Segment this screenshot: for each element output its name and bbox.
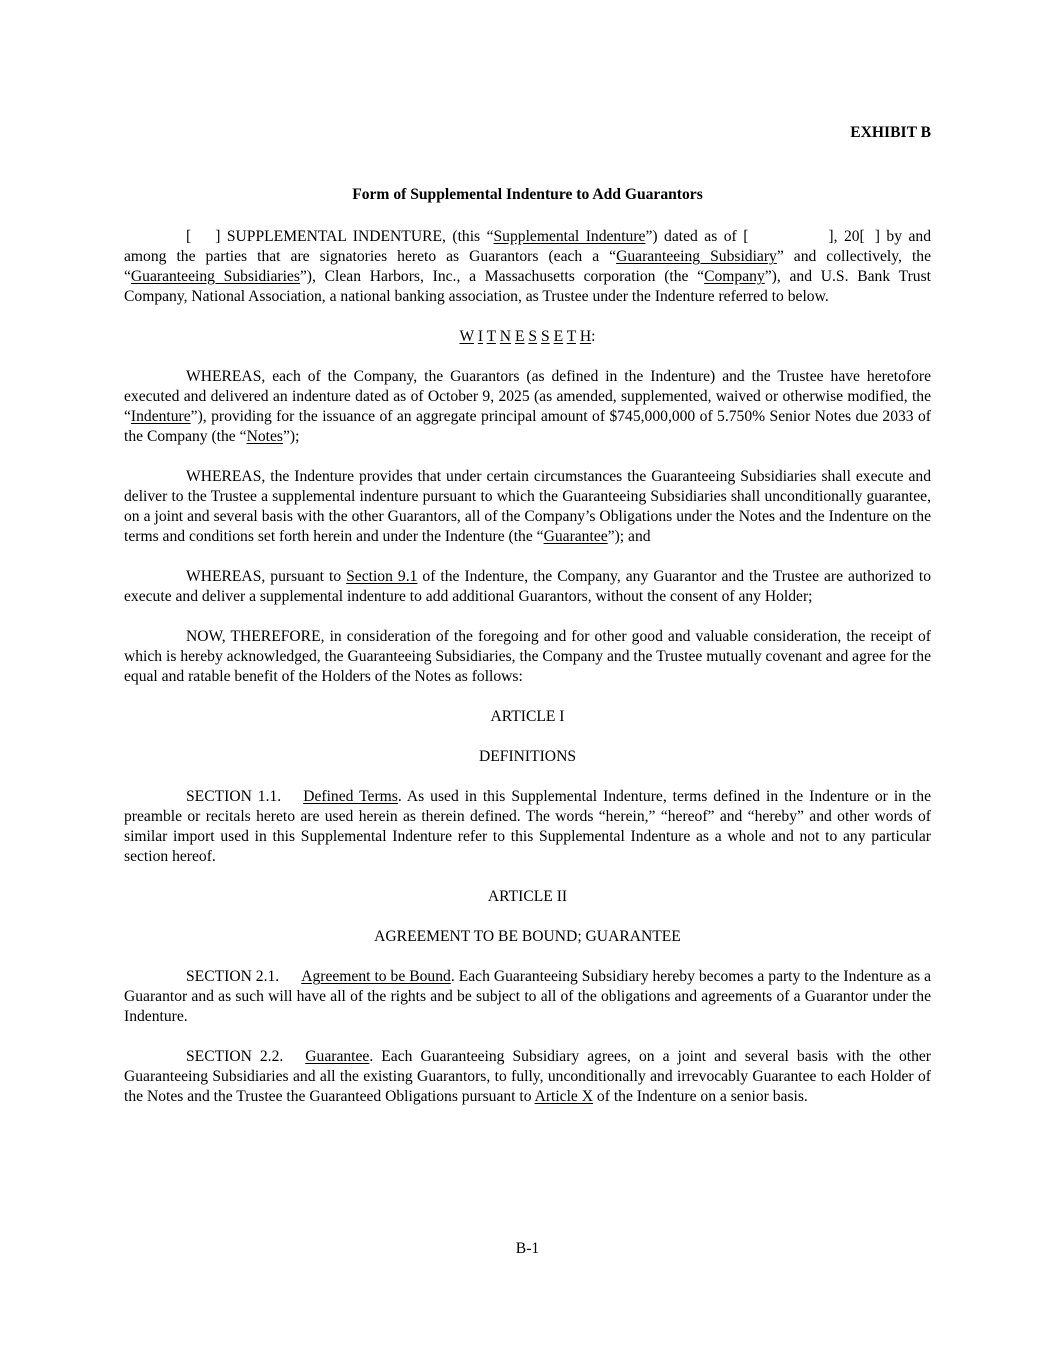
witnesseth-letter: T [486, 328, 496, 345]
witnesseth-letter: H [579, 328, 592, 345]
preamble-text: ”) dated as of [ [645, 228, 749, 245]
witnesseth-letter: T [566, 328, 576, 345]
section-2-2 [124, 1047, 931, 1107]
preamble-text: ] by and among the parties that are signatories hereto as Guarantors (each a “ [124, 228, 932, 265]
section-1-1 [124, 787, 931, 867]
witnesseth-heading [124, 327, 931, 347]
whereas-paragraph-3 [124, 567, 931, 607]
whereas-text: WHEREAS, pursuant to [186, 568, 347, 585]
article-1-subheading: DEFINITIONS [478, 748, 577, 765]
article-2-heading: ARTICLE II [487, 888, 568, 905]
preamble-text: ”), and U.S. Bank Trust Company, National Association, a national banking association, as Trustee under the Indenture referred to below. [124, 268, 931, 305]
section-title: Agreement to be Bound [301, 968, 451, 985]
section-text: . As used in this Supplemental Indenture, terms defined in the Indenture or in the preamble or recitals hereto are used herein as therein defined. The words “herein,” “hereof” and “hereby” and other words of similar import used in this Supplemental Indenture refer to this Supplemental Indenture as a whole and not to any particular section hereof. [124, 788, 931, 865]
document-body [124, 227, 931, 1127]
whereas-paragraph-2 [124, 467, 931, 547]
article-2-subheading: AGREEMENT TO BE BOUND; GUARANTEE [374, 928, 681, 945]
whereas-text: WHEREAS, each of the Company, the Guarantors (as defined in the Indenture) and the Trustee have heretofore executed and delivered an indenture dated as of October 9, 2025 (as amended, supplemented, waived or otherwise modified, the “ [124, 368, 931, 425]
witnesseth-letter: E [553, 328, 564, 345]
preamble-text: ], 20[ [828, 228, 865, 245]
witnesseth-letter: E [514, 328, 525, 345]
now-therefore-paragraph: NOW, THEREFORE, in consideration of the foregoing and for other good and valuable consideration, the receipt of which is hereby acknowledged, the Guaranteeing Subsidiaries, the Company and the Trustee mutually covenant and agree for the equal and ratable benefit of the Holders of the Notes as follows: [124, 628, 931, 685]
whereas-text: ”); and [607, 528, 651, 545]
section-title: Guarantee [305, 1048, 370, 1065]
defined-term-guarantee: Guarantee [543, 528, 608, 545]
defined-term-supplemental-indenture: Supplemental Indenture [493, 228, 646, 245]
defined-term-company: Company [704, 268, 765, 285]
witnesseth-colon: : [591, 328, 596, 345]
whereas-text: WHEREAS, the Indenture provides that under certain circumstances the Guaranteeing Subsidiaries shall execute and deliver to the Trustee a supplemental indenture pursuant to which the Guaranteeing Subsidiaries shall unconditionally guarantee, on a joint and several basis with the other Guarantors, all of the Company’s Obligations under the Notes and the Indenture on the terms and conditions set forth herein and under the Indenture (the “ [124, 468, 931, 545]
exhibit-label: EXHIBIT B [850, 124, 931, 141]
whereas-text: ”), providing for the issuance of an aggregate principal amount of $745,000,000 of 5.750% Senior Notes due 2033 of the Company (the “ [124, 408, 931, 445]
section-number: SECTION 2.1. [186, 968, 280, 985]
preamble-text: ”), Clean Harbors, Inc., a Massachusetts corporation (the “ [299, 268, 705, 285]
whereas-paragraph-1 [124, 367, 931, 447]
defined-term-guaranteeing-subsidiaries: Guaranteeing Subsidiaries [130, 268, 300, 285]
section-text: . Each Guaranteeing Subsidiary agrees, on a joint and several basis with the other Guaranteeing Subsidiaries and all the existing Guarantors, to fully, unconditionally and irrevocably Guarantee to each Holder of the Notes and the Trustee the Guaranteed Obligations pursuant to [124, 1048, 931, 1105]
section-title: Defined Terms [303, 788, 398, 805]
document-title: Form of Supplemental Indenture to Add Guarantors [352, 186, 703, 203]
whereas-text: of the Indenture, the Company, any Guarantor and the Trustee are authorized to execute and deliver a supplemental indenture to add additional Guarantors, without the consent of any Holder; [124, 568, 931, 605]
defined-term-notes: Notes [246, 428, 283, 445]
section-number: SECTION 2.2. [186, 1048, 284, 1065]
section-9-1-reference: Section 9.1 [346, 568, 418, 585]
witnesseth-letter: S [541, 328, 550, 345]
section-text: . Each Guaranteeing Subsidiary hereby becomes a party to the Indenture as a Guarantor and as such will have all of the rights and be subject to all of the obligations and agreements of a Guarantor under the Indenture. [124, 968, 931, 1025]
section-2-1 [124, 967, 931, 1027]
preamble-paragraph [124, 227, 931, 307]
preamble-text: [ [186, 228, 192, 245]
witnesseth-letter: I [477, 328, 484, 345]
section-text: of the Indenture on a senior basis. [593, 1088, 808, 1105]
witnesseth-letter: N [499, 328, 512, 345]
defined-term-guaranteeing-subsidiary: Guaranteeing Subsidiary [616, 248, 777, 265]
preamble-text: ] SUPPLEMENTAL INDENTURE, (this “ [215, 228, 494, 245]
preamble-text: ” and collectively, the “ [124, 248, 931, 285]
section-number: SECTION 1.1. [186, 788, 282, 805]
whereas-text: ”); [282, 428, 300, 445]
witnesseth-letter: S [528, 328, 538, 345]
defined-term-indenture: Indenture [130, 408, 191, 425]
witnesseth-letter: W [459, 328, 474, 345]
article-1-heading: ARTICLE I [490, 708, 565, 725]
article-x-reference: Article X [534, 1088, 594, 1105]
page-number: B-1 [515, 1240, 540, 1257]
